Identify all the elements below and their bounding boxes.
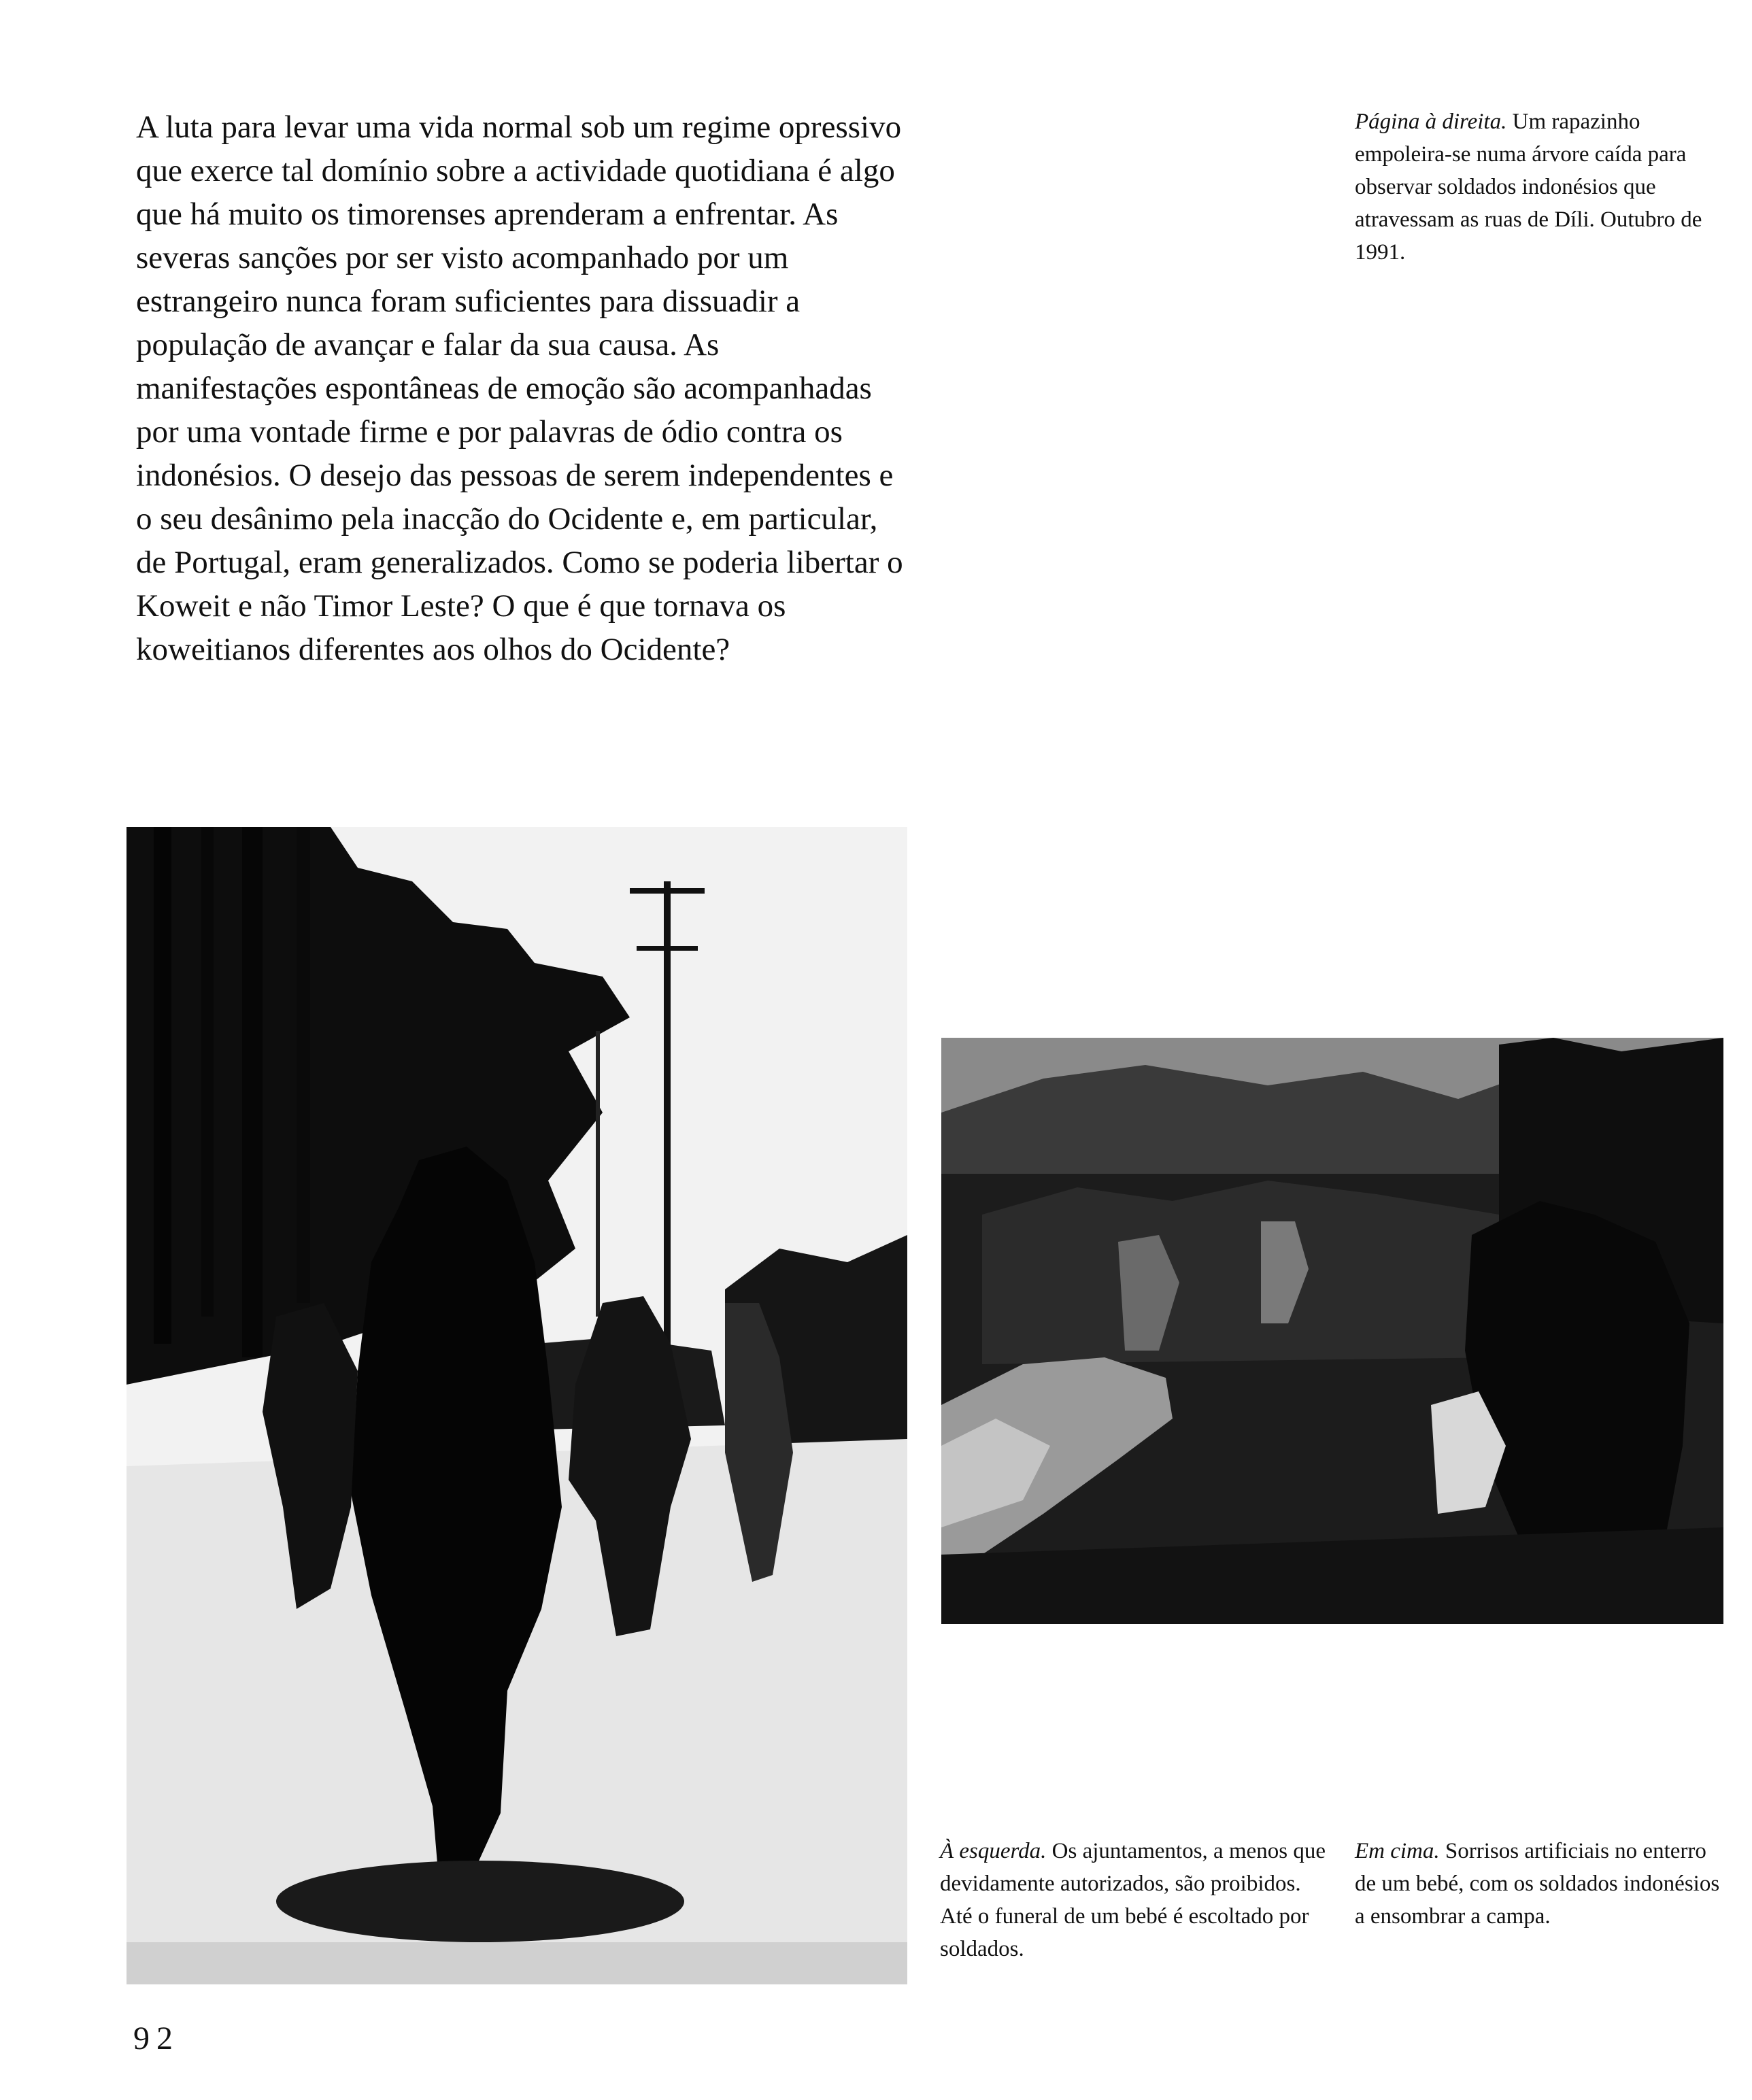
caption-right-page-text: Um rapazinho empoleira-se numa árvore caída para observar soldados indonésios que atravessam as ruas de Díli. Outubro de 1991.	[1355, 109, 1702, 265]
photo-soldiers-walking-road	[127, 827, 907, 1984]
caption-above-photo-text: Sorrisos artificiais no enterro de um bebé, com os soldados indonésios a ensombrar a campa.	[1355, 1839, 1720, 1929]
caption-above-photo-lead: Em cima.	[1355, 1839, 1440, 1863]
caption-left-photo-text: Os ajuntamentos, a menos que devidamente autorizados, são proibidos. Até o funeral de um bebé é escoltado por soldados.	[940, 1839, 1326, 1961]
caption-above-photo	[1355, 1835, 1722, 1933]
body-paragraph: A luta para levar uma vida normal sob um regime opressivo que exerce tal domínio sobre a actividade quotidiana é algo que há muito os timorenses aprenderam a enfrentar. As severas sanções por ser visto acompanhado por um estrangeiro nunca foram suficientes para dissuadir a população de avançar e falar da sua causa. As manifestações espontâneas de emoção são acompanhadas por uma vontade firme e por palavras de ódio contra os indonésios. O desejo das pessoas de serem independentes e o seu desânimo pela inacção do Ocidente e, em particular, de Portugal, eram generalizados. Como se poderia libertar o Koweit e não Timor Leste? O que é que tornava os koweitianos diferentes aos olhos do Ocidente?	[136, 109, 903, 667]
photo-baby-funeral	[941, 1038, 1723, 1624]
page-number: 92	[133, 2020, 180, 2056]
caption-right-page	[1355, 105, 1708, 269]
caption-left-photo-lead: À esquerda.	[940, 1839, 1047, 1863]
photo-soldiers-illustration	[127, 827, 907, 1984]
photo-funeral-illustration	[941, 1038, 1723, 1624]
caption-left-photo	[940, 1835, 1334, 1965]
caption-right-page-lead: Página à direita.	[1355, 109, 1507, 134]
